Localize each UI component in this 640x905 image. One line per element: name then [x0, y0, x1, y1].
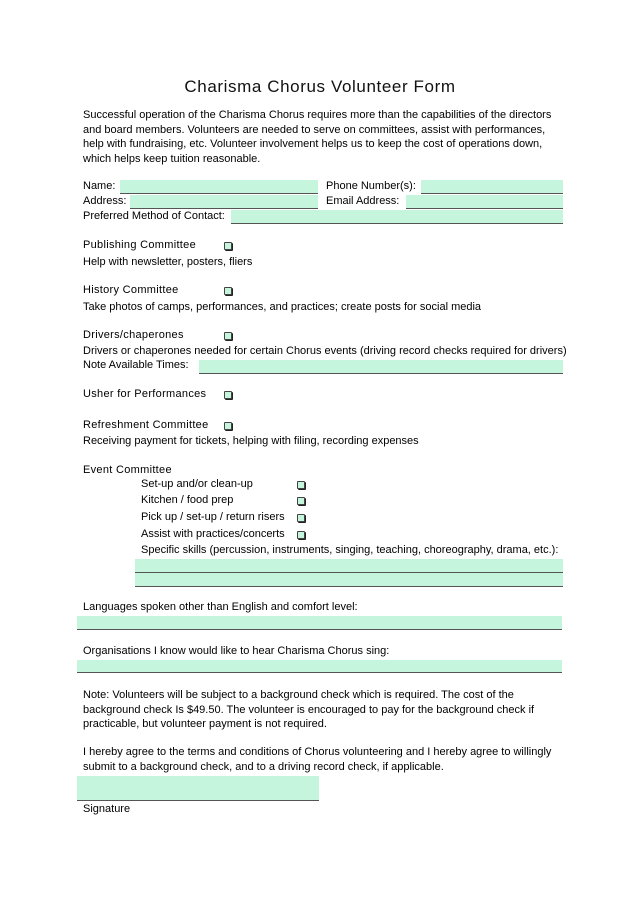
note-line: practicable, but volunteer payment is not required.: [83, 718, 327, 730]
event-item-label: Assist with practices/concerts: [141, 528, 285, 540]
history-committee-label: History Committee: [83, 284, 179, 296]
signature-field[interactable]: [77, 776, 319, 801]
name-label: Name:: [83, 180, 116, 192]
event-item-label: Set-up and/or clean-up: [141, 478, 253, 490]
organisations-label: Organisations I know would like to hear Charisma Chorus sing:: [83, 645, 390, 657]
refreshment-committee-checkbox[interactable]: [224, 422, 232, 430]
languages-label: Languages spoken other than English and comfort level:: [83, 601, 358, 613]
intro-line: which helps keep tuition reasonable.: [83, 152, 261, 165]
refreshment-committee-desc: Receiving payment for tickets, helping with filing, recording expenses: [83, 435, 419, 447]
publishing-committee-label: Publishing Committee: [83, 239, 196, 251]
specific-skills-field[interactable]: [135, 559, 563, 573]
intro-line: Successful operation of the Charisma Chorus requires more than the capabilities of the directors: [83, 109, 552, 121]
agreement-line: submit to a background check, and to a driving record check, if applicable.: [83, 760, 444, 773]
event-item-checkbox[interactable]: [297, 531, 305, 539]
address-field[interactable]: [130, 195, 318, 209]
event-item-checkbox[interactable]: [297, 481, 305, 489]
intro-line: and board members. Volunteers are needed to serve on committees, assist with performances,: [83, 123, 546, 136]
publishing-committee-checkbox[interactable]: [224, 242, 232, 250]
address-label: Address:: [83, 195, 127, 207]
intro-line: help with fundraising, etc. Volunteer involvement helps us to keep the cost of operations down,: [83, 138, 543, 150]
intro-paragraph: [83, 108, 563, 166]
note-line: Note: Volunteers will be subject to a background check which is required. The cost of the: [83, 689, 514, 701]
specific-skills-field[interactable]: [135, 573, 563, 587]
available-times-label: Note Available Times:: [83, 359, 189, 371]
background-check-note: [83, 688, 563, 732]
history-committee-checkbox[interactable]: [224, 287, 232, 295]
refreshment-committee-label: Refreshment Committee: [83, 419, 209, 431]
phone-field[interactable]: [421, 180, 563, 194]
languages-field[interactable]: [77, 616, 562, 630]
event-item-checkbox[interactable]: [297, 514, 305, 522]
note-line: background check Is $49.50. The volunteer is encouraged to pay for the background check if: [83, 703, 535, 716]
event-item-label: Kitchen / food prep: [141, 494, 234, 506]
event-item-label: Pick up / set-up / return risers: [141, 511, 285, 523]
event-committee-label: Event Committee: [83, 464, 172, 476]
name-field[interactable]: [120, 180, 318, 194]
preferred-contact-label: Preferred Method of Contact:: [83, 210, 225, 222]
drivers-chaperones-desc: Drivers or chaperones needed for certain Chorus events (driving record checks required for drivers): [83, 345, 567, 357]
usher-label: Usher for Performances: [83, 388, 207, 400]
phone-label: Phone Number(s):: [326, 180, 416, 192]
publishing-committee-desc: Help with newsletter, posters, fliers: [83, 256, 253, 268]
history-committee-desc: Take photos of camps, performances, and practices; create posts for social media: [83, 301, 482, 313]
specific-skills-label: Specific skills (percussion, instruments, singing, teaching, choreography, drama, etc.):: [141, 544, 559, 556]
preferred-contact-field[interactable]: [231, 210, 563, 224]
form-title: Charisma Chorus Volunteer Form: [184, 77, 456, 96]
agreement-line: I hereby agree to the terms and conditions of Chorus volunteering and I hereby agree to willingly: [83, 746, 552, 758]
drivers-chaperones-checkbox[interactable]: [224, 332, 232, 340]
email-label: Email Address:: [326, 195, 400, 207]
event-item-checkbox[interactable]: [297, 497, 305, 505]
email-field[interactable]: [406, 195, 563, 209]
organisations-field[interactable]: [77, 660, 562, 673]
usher-checkbox[interactable]: [224, 391, 232, 399]
signature-label: Signature: [83, 803, 131, 815]
agreement-paragraph: [83, 745, 563, 774]
available-times-field[interactable]: [199, 360, 563, 374]
drivers-chaperones-label: Drivers/chaperones: [83, 329, 184, 341]
